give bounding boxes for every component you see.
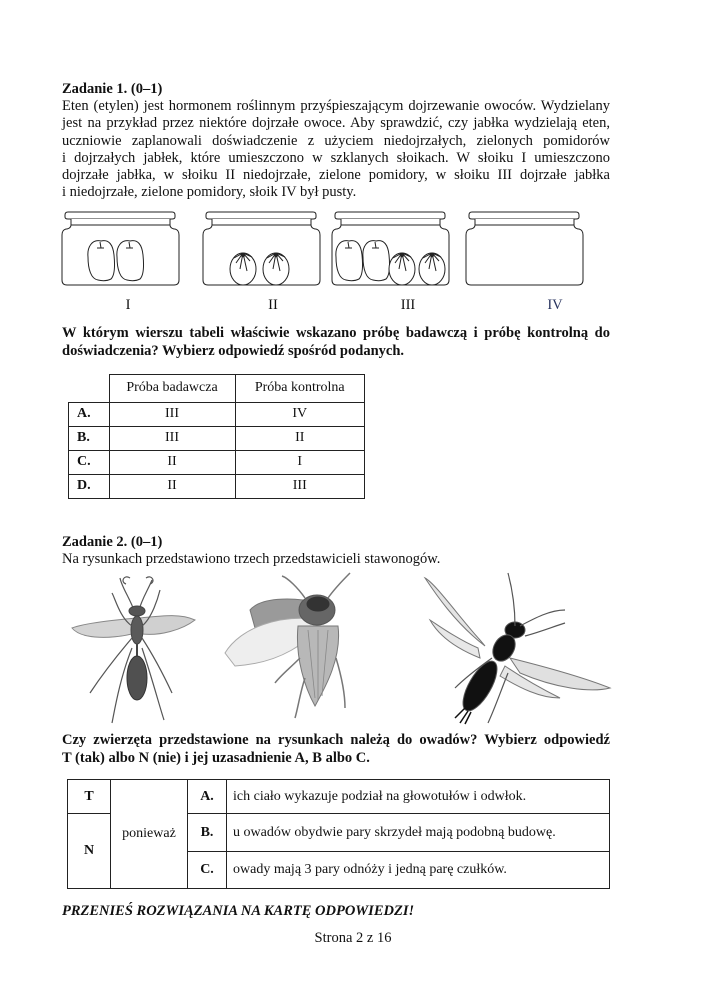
research-sample: III	[109, 402, 235, 426]
question-line: Czy zwierzęta przedstawione na rysunkach należą do owadów? Wybierz odpowiedź	[62, 732, 610, 748]
control-sample: III	[235, 474, 365, 498]
tomato-icon	[389, 253, 415, 285]
reason-letter[interactable]: A.	[188, 780, 227, 814]
task1-answer-table	[68, 374, 365, 499]
control-sample: I	[235, 450, 365, 474]
tomato-icon	[263, 253, 289, 285]
cockchafer-beetle-illustration	[225, 573, 350, 718]
control-sample: IV	[235, 402, 365, 426]
option-label: D.	[69, 474, 110, 498]
table-row[interactable]	[69, 450, 365, 474]
jar-1	[62, 212, 179, 285]
answer-T[interactable]: T	[68, 780, 111, 814]
research-sample: III	[109, 426, 235, 450]
task2-answer-table	[67, 779, 610, 889]
apple-icon	[336, 241, 363, 281]
wasp-illustration	[72, 577, 195, 723]
connector-text: ponieważ	[111, 780, 188, 889]
intro-line: i niedojrzałe, zielone pomidory, słoik IV był pusty.	[62, 184, 357, 201]
option-label: B.	[69, 426, 110, 450]
question-line: doświadczenia? Wybierz odpowiedź spośród podanych.	[62, 342, 405, 359]
intro-line: dojrzałe jabłka, w słoiku II niedojrzałe, zielone pomidory, w słoiku III dojrzałe jabłka	[62, 167, 610, 184]
research-sample: II	[109, 450, 235, 474]
question-line: W którym wierszu tabeli właściwie wskazano próbę badawczą i próbę kontrolną do	[62, 325, 610, 341]
jar-4	[466, 212, 583, 285]
reason-letter[interactable]: B.	[188, 814, 227, 852]
control-sample: II	[235, 426, 365, 450]
reason-letter[interactable]: C.	[188, 852, 227, 889]
jars-illustration	[60, 205, 620, 295]
jar-3	[332, 212, 449, 285]
tomato-icon	[230, 253, 256, 285]
sawfly-illustration	[425, 573, 610, 724]
intro-line: i dojrzałych jabłek, które umieszczono w szklanych słoikach. W słoiku I umieszczono	[62, 149, 610, 166]
task1-heading: Zadanie 1. (0–1)	[62, 81, 163, 97]
intro-line: jest na przykład przez niektóre dojrzałe owoce. Aby sprawdzić, czy jabłka wydzielają eten,	[62, 115, 610, 132]
jar-2	[203, 212, 320, 285]
task2-intro: Na rysunkach przedstawiono trzech przedstawicieli stawonogów.	[62, 551, 441, 567]
research-sample: II	[109, 474, 235, 498]
table-header-row	[69, 375, 365, 403]
jar-label: II	[268, 297, 278, 313]
option-label: C.	[69, 450, 110, 474]
apple-icon	[363, 241, 390, 281]
reason-text: u owadów obydwie pary skrzydeł mają podobną budowę.	[227, 814, 610, 852]
reason-text: owady mają 3 pary odnóży i jedną parę czułków.	[227, 852, 610, 889]
table-row[interactable]	[69, 402, 365, 426]
jar-label: I	[125, 297, 131, 313]
option-label: A.	[69, 402, 110, 426]
question-line: T (tak) albo N (nie) i jej uzasadnienie A, B albo C.	[62, 749, 370, 766]
table-row[interactable]	[69, 474, 365, 498]
jar-label: III	[400, 297, 416, 313]
arthropods-illustration	[60, 568, 620, 728]
empty-cell	[69, 375, 110, 403]
intro-line: uczniowie zaplanowali doświadczenie z użyciem niedojrzałych, zielonych pomidorów	[62, 132, 610, 149]
task1-question	[62, 325, 610, 360]
transfer-note: PRZENIEŚ ROZWIĄZANIA NA KARTĘ ODPOWIEDZI!	[62, 903, 415, 919]
column-header: Próba kontrolna	[235, 375, 365, 403]
task2-question	[62, 732, 610, 767]
table-row[interactable]	[69, 426, 365, 450]
apple-icon	[117, 241, 144, 281]
tomato-icon	[419, 253, 445, 285]
answer-N[interactable]: N	[68, 814, 111, 889]
apple-icon	[88, 241, 115, 281]
intro-line: Eten (etylen) jest hormonem roślinnym przyśpieszającym dojrzewanie owoców. Wydzielany	[62, 98, 610, 114]
jar-label: IV	[547, 297, 563, 313]
task2-heading: Zadanie 2. (0–1)	[62, 534, 163, 550]
reason-text: ich ciało wykazuje podział na głowotułów i odwłok.	[227, 780, 610, 814]
page-number: Strona 2 z 16	[314, 930, 392, 946]
column-header: Próba badawcza	[109, 375, 235, 403]
task1-intro	[62, 98, 610, 202]
